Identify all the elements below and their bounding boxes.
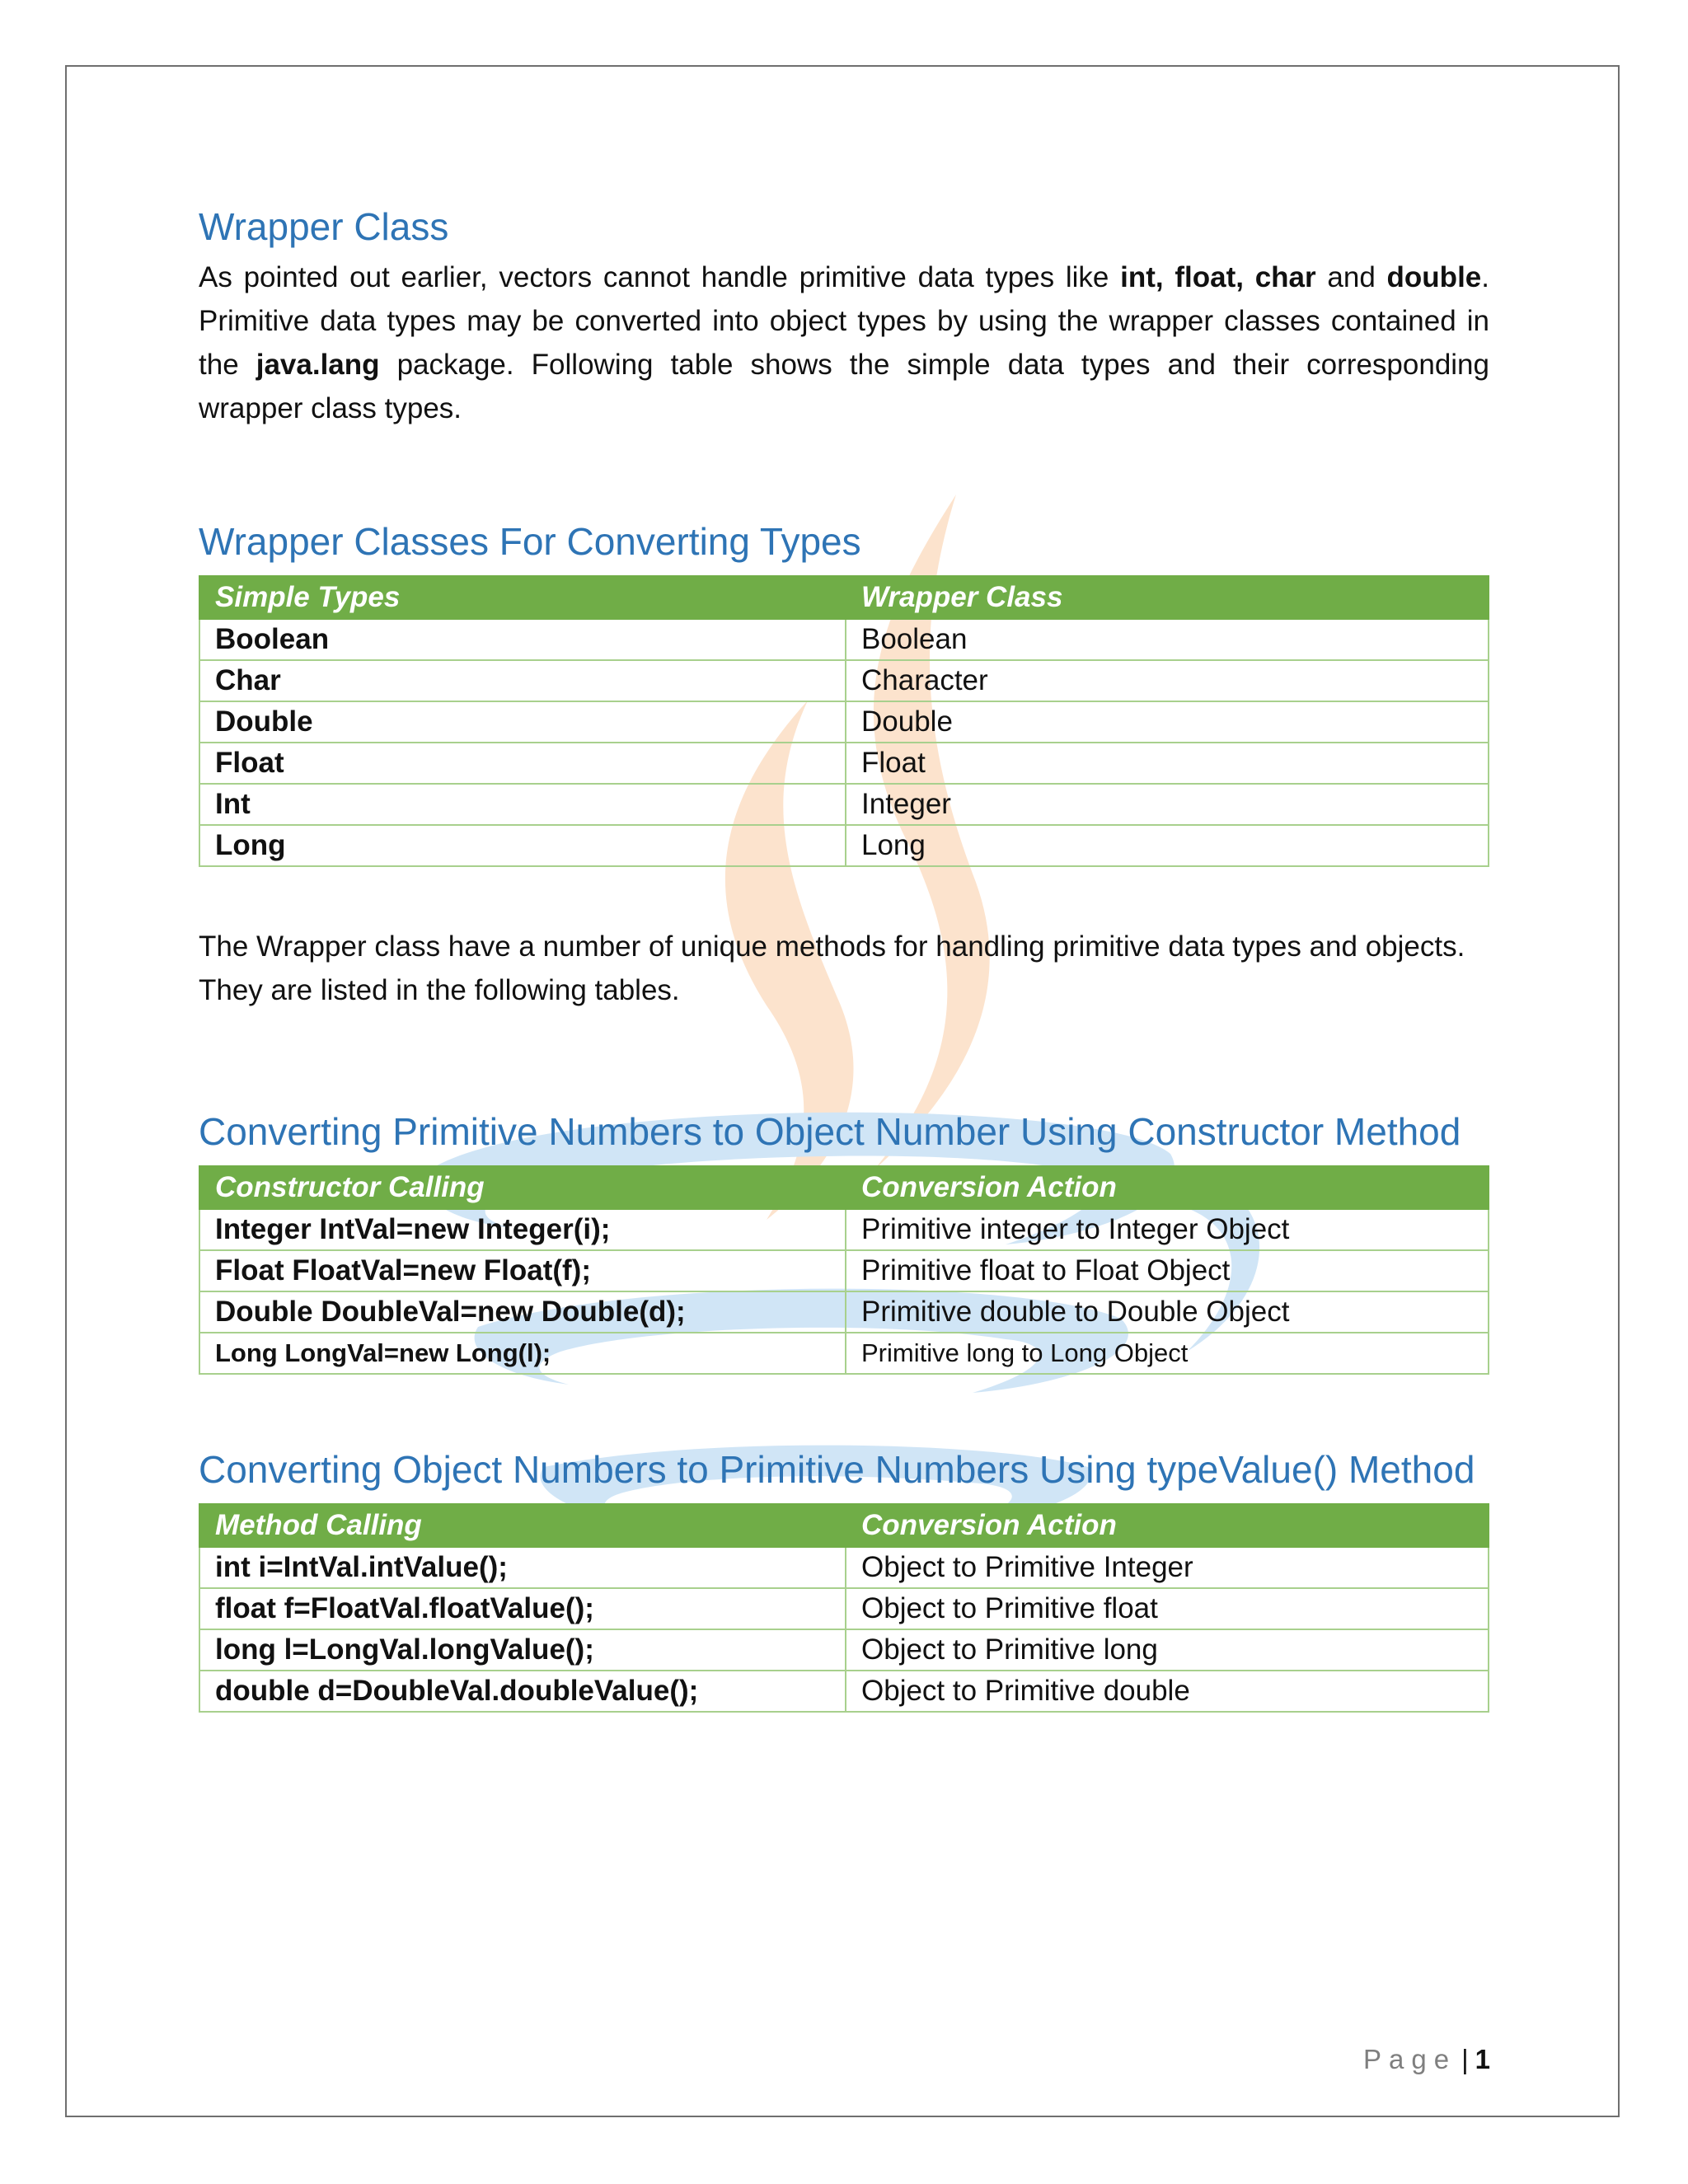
table-header-row bbox=[199, 576, 1489, 619]
table-cell: Primitive long to Long Object bbox=[846, 1333, 1489, 1374]
intro-paragraph bbox=[199, 255, 1489, 430]
text-run: and bbox=[1315, 261, 1387, 293]
table-cell: Object to Primitive double bbox=[846, 1671, 1489, 1712]
bold-term: int, float, char bbox=[1120, 261, 1316, 293]
text-run: package. Following table shows the simple data types and their corresponding wrapper class types. bbox=[199, 349, 1489, 424]
table-cell: float f=FloatVal.floatValue(); bbox=[199, 1588, 846, 1629]
text-run: As pointed out earlier, vectors cannot handle primitive data types like bbox=[199, 261, 1121, 293]
section-heading-converting-types: Wrapper Classes For Converting Types bbox=[199, 520, 861, 563]
section-heading-typevalue-method: Converting Object Numbers to Primitive Numbers Using typeValue() Method bbox=[199, 1448, 1475, 1491]
table-cell: Boolean bbox=[199, 619, 846, 660]
table-row bbox=[199, 1547, 1489, 1588]
table-row bbox=[199, 701, 1489, 743]
table-cell: Long bbox=[846, 825, 1489, 866]
table-header-row bbox=[199, 1166, 1489, 1209]
wrapper-types-table bbox=[199, 575, 1489, 867]
column-header: Conversion Action bbox=[846, 1504, 1489, 1547]
table-cell: Primitive float to Float Object bbox=[846, 1250, 1489, 1291]
table-cell: Float FloatVal=new Float(f); bbox=[199, 1250, 846, 1291]
table-cell: Double bbox=[199, 701, 846, 743]
constructor-table bbox=[199, 1165, 1489, 1375]
bold-term: java.lang bbox=[256, 349, 380, 381]
table-header-row bbox=[199, 1504, 1489, 1547]
footer-separator: | bbox=[1461, 2044, 1469, 2074]
table-row bbox=[199, 1209, 1489, 1250]
table-cell: Int bbox=[199, 784, 846, 825]
table-cell: Primitive integer to Integer Object bbox=[846, 1209, 1489, 1250]
typevalue-table bbox=[199, 1503, 1489, 1713]
table-cell: Float bbox=[846, 743, 1489, 784]
table-cell: long l=LongVal.longValue(); bbox=[199, 1629, 846, 1671]
page-number: 1 bbox=[1475, 2044, 1490, 2074]
table-cell: double d=DoubleVal.doubleValue(); bbox=[199, 1671, 846, 1712]
table-row bbox=[199, 1333, 1489, 1374]
table-cell: Integer IntVal=new Integer(i); bbox=[199, 1209, 846, 1250]
text-run: . Primitive data types may be converted into object types by using the wrapper classes contained in the bbox=[199, 261, 1489, 381]
table-row bbox=[199, 825, 1489, 866]
table-row bbox=[199, 619, 1489, 660]
section-heading-constructor-method: Converting Primitive Numbers to Object Number Using Constructor Method bbox=[199, 1110, 1461, 1153]
column-header: Constructor Calling bbox=[199, 1166, 846, 1209]
table-cell: Double DoubleVal=new Double(d); bbox=[199, 1291, 846, 1333]
table-row bbox=[199, 1629, 1489, 1671]
methods-intro-paragraph: The Wrapper class have a number of unique methods for handling primitive data types and objects. They are listed in the following tables. bbox=[199, 930, 1465, 1006]
document-content bbox=[199, 198, 1489, 1713]
table-cell: Float bbox=[199, 743, 846, 784]
table-cell: Double bbox=[846, 701, 1489, 743]
column-header: Simple Types bbox=[199, 576, 846, 619]
column-header: Wrapper Class bbox=[846, 576, 1489, 619]
table-row bbox=[199, 1250, 1489, 1291]
table-cell: Character bbox=[846, 660, 1489, 701]
table-row bbox=[199, 1671, 1489, 1712]
bold-term: double bbox=[1386, 261, 1482, 293]
table-row bbox=[199, 784, 1489, 825]
table-cell: Integer bbox=[846, 784, 1489, 825]
table-cell: Boolean bbox=[846, 619, 1489, 660]
table-cell: Char bbox=[199, 660, 846, 701]
column-header: Method Calling bbox=[199, 1504, 846, 1547]
table-row bbox=[199, 660, 1489, 701]
page-label: Page bbox=[1362, 2044, 1457, 2074]
table-cell: Primitive double to Double Object bbox=[846, 1291, 1489, 1333]
column-header: Conversion Action bbox=[846, 1166, 1489, 1209]
table-cell: Object to Primitive Integer bbox=[846, 1547, 1489, 1588]
table-row bbox=[199, 743, 1489, 784]
table-cell: Object to Primitive float bbox=[846, 1588, 1489, 1629]
table-cell: int i=IntVal.intValue(); bbox=[199, 1547, 846, 1588]
table-cell: Long LongVal=new Long(l); bbox=[199, 1333, 846, 1374]
table-cell: Long bbox=[199, 825, 846, 866]
table-row bbox=[199, 1291, 1489, 1333]
table-row bbox=[199, 1588, 1489, 1629]
page-footer bbox=[1363, 2044, 1490, 2075]
table-cell: Object to Primitive long bbox=[846, 1629, 1489, 1671]
section-heading-wrapper-class: Wrapper Class bbox=[199, 205, 449, 248]
